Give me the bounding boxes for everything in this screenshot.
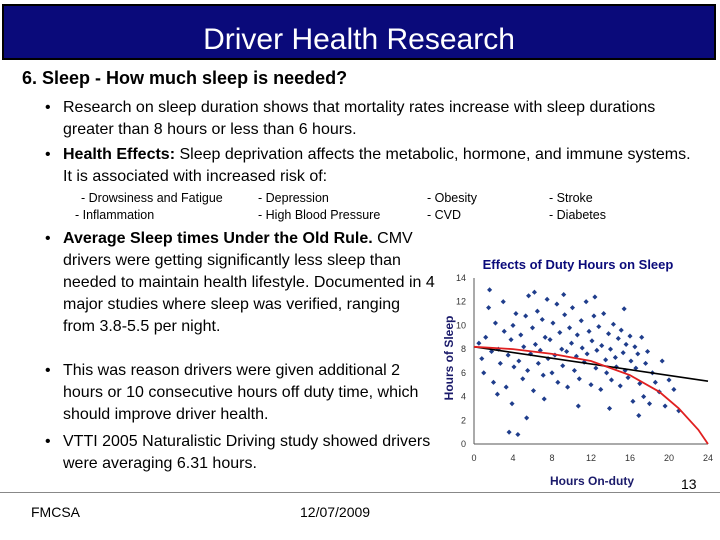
data-point <box>487 287 492 292</box>
x-tick-label: 24 <box>702 453 714 463</box>
data-point <box>592 294 597 299</box>
data-point <box>479 356 484 361</box>
data-point <box>513 311 518 316</box>
data-point <box>532 290 537 295</box>
data-point <box>618 383 623 388</box>
effects-col-2 <box>258 190 380 224</box>
data-point <box>570 305 575 310</box>
data-point <box>567 325 572 330</box>
data-point <box>531 388 536 393</box>
data-point <box>594 348 599 353</box>
data-point <box>599 343 604 348</box>
data-point <box>540 317 545 322</box>
sleep-chart <box>438 248 720 492</box>
data-point <box>525 368 530 373</box>
data-point <box>545 297 550 302</box>
data-point <box>641 394 646 399</box>
data-point <box>524 415 529 420</box>
y-tick-label: 6 <box>460 367 466 378</box>
data-point <box>589 338 594 343</box>
data-point <box>520 376 525 381</box>
chart-y-axis-label: Hours of Sleep <box>442 315 456 401</box>
footer-divider <box>0 492 720 493</box>
data-point <box>501 299 506 304</box>
data-point <box>643 361 648 366</box>
data-point <box>588 382 593 387</box>
bullet-average-sleep-text: CMV drivers were getting significantly less sleep than needed to maintain health lifestyle. Documented in 4 major studies where sleep was verified, ranging from 3.8-5.5 per night. <box>63 230 435 335</box>
y-tick-label: 2 <box>460 415 466 426</box>
data-point <box>671 387 676 392</box>
effect-item: - Obesity <box>427 191 478 205</box>
data-point <box>495 392 500 397</box>
curve-fit-line <box>474 347 708 444</box>
slide-title: Driver Health Research <box>203 23 515 56</box>
data-point <box>591 313 596 318</box>
data-point <box>569 341 574 346</box>
bullet-off-duty-text: This was reason drivers were given additional 2 hours or 10 consecutive hours off duty time, which should improve driver health. <box>63 362 419 423</box>
bullet-average-sleep <box>45 228 435 338</box>
data-point <box>628 358 633 363</box>
effects-col-3 <box>427 190 477 224</box>
bullet-dot: • <box>45 433 51 450</box>
bullet-dot: • <box>45 99 51 116</box>
x-tick-label: 8 <box>549 453 555 463</box>
data-point <box>557 330 562 335</box>
y-tick-label: 12 <box>455 296 466 307</box>
effect-item: - Stroke <box>549 191 593 205</box>
data-point <box>549 370 554 375</box>
effects-col-1 <box>75 190 223 224</box>
data-point <box>635 351 640 356</box>
data-point <box>663 404 668 409</box>
data-point <box>596 324 601 329</box>
section-heading: 6. Sleep - How much sleep is needed? <box>22 68 348 88</box>
data-point <box>486 305 491 310</box>
data-point <box>526 293 531 298</box>
data-point <box>621 350 626 355</box>
data-point <box>653 380 658 385</box>
data-point <box>560 363 565 368</box>
y-tick-label: 0 <box>460 439 466 449</box>
bullet-health-effects-text: Sleep deprivation affects the metabolic, hormone, and immune systems. It is associated with increased risk of: <box>63 146 691 185</box>
bullet-off-duty <box>45 360 435 426</box>
data-point <box>481 370 486 375</box>
data-point <box>572 368 577 373</box>
data-point <box>493 321 498 326</box>
data-point <box>580 345 585 350</box>
data-point <box>598 387 603 392</box>
effect-item: - Drowsiness and Fatigue <box>81 191 223 205</box>
effect-item: - Depression <box>258 191 329 205</box>
data-point <box>579 318 584 323</box>
footer-org: FMCSA <box>31 504 80 520</box>
data-point <box>530 325 535 330</box>
data-point <box>575 332 580 337</box>
y-tick-label: 4 <box>460 391 466 402</box>
bullet-dot: • <box>45 362 51 379</box>
x-tick-label: 0 <box>471 453 477 463</box>
title-bar <box>0 0 720 62</box>
linear-fit-line <box>474 347 708 381</box>
title-box <box>2 4 716 60</box>
data-point <box>506 353 511 358</box>
data-point <box>601 311 606 316</box>
data-point <box>541 373 546 378</box>
data-point <box>616 336 621 341</box>
effects-col-4 <box>549 190 606 224</box>
data-point <box>518 332 523 337</box>
data-point <box>607 406 612 411</box>
data-point <box>587 329 592 334</box>
y-tick-label: 8 <box>460 344 466 355</box>
data-point <box>619 328 624 333</box>
data-point <box>624 342 629 347</box>
data-point <box>523 313 528 318</box>
data-point <box>555 380 560 385</box>
data-point <box>510 323 515 328</box>
data-point <box>542 396 547 401</box>
page-number: 13 <box>681 476 697 492</box>
data-point <box>604 370 609 375</box>
effect-item: - CVD <box>427 208 462 222</box>
data-point <box>584 299 589 304</box>
data-point <box>611 322 616 327</box>
data-point <box>561 292 566 297</box>
data-point <box>559 347 564 352</box>
data-point <box>613 355 618 360</box>
data-point <box>593 366 598 371</box>
data-point <box>535 309 540 314</box>
data-point <box>564 349 569 354</box>
data-point <box>645 349 650 354</box>
data-point <box>630 399 635 404</box>
data-point <box>565 385 570 390</box>
bullet-health-effects <box>45 144 703 188</box>
data-point <box>509 337 514 342</box>
data-point <box>647 401 652 406</box>
bullet-average-sleep-bold: Average Sleep times Under the Old Rule. <box>63 230 373 247</box>
effect-item: - High Blood Pressure <box>258 208 381 222</box>
y-tick-label: 10 <box>455 320 466 331</box>
data-point <box>660 358 665 363</box>
data-point <box>533 342 538 347</box>
effect-item: - Inflammation <box>75 208 155 222</box>
data-point <box>606 331 611 336</box>
data-point <box>609 377 614 382</box>
data-point <box>521 344 526 349</box>
y-tick-label: 14 <box>455 273 466 283</box>
x-tick-label: 4 <box>510 453 516 463</box>
data-point <box>491 380 496 385</box>
data-point <box>502 329 507 334</box>
chart-svg <box>438 248 720 492</box>
data-point <box>516 358 521 363</box>
data-point <box>636 413 641 418</box>
data-point <box>639 335 644 340</box>
footer-date: 12/07/2009 <box>300 504 371 520</box>
data-point <box>576 404 581 409</box>
data-point <box>507 430 512 435</box>
data-point <box>483 335 488 340</box>
bullet-dot: • <box>45 146 51 163</box>
data-point <box>603 357 608 362</box>
bullet-vtti-text: VTTI 2005 Naturalistic Driving study showed drivers were averaging 6.31 hours. <box>63 433 431 472</box>
chart-title: Effects of Duty Hours on Sleep <box>482 257 674 272</box>
data-point <box>627 334 632 339</box>
bullet-mortality <box>45 97 703 141</box>
data-point <box>554 302 559 307</box>
data-point <box>498 361 503 366</box>
data-point <box>515 432 520 437</box>
bullet-dot: • <box>45 230 51 247</box>
data-point <box>536 361 541 366</box>
data-point <box>543 335 548 340</box>
data-point <box>577 376 582 381</box>
effect-item: - Diabetes <box>549 208 606 222</box>
data-point <box>666 377 671 382</box>
x-tick-label: 12 <box>585 453 597 463</box>
data-point <box>509 401 514 406</box>
bullet-health-effects-bold: Health Effects: <box>63 146 176 163</box>
data-point <box>550 321 555 326</box>
chart-x-axis-label: Hours On-duty <box>550 474 634 488</box>
data-point <box>562 312 567 317</box>
data-point <box>511 364 516 369</box>
x-tick-label: 20 <box>663 453 675 463</box>
chart-plot-area <box>456 273 713 463</box>
data-point <box>548 337 553 342</box>
bullet-vtti <box>45 431 435 475</box>
data-point <box>608 347 613 352</box>
data-point <box>622 306 627 311</box>
data-point <box>476 341 481 346</box>
data-point <box>585 351 590 356</box>
data-point <box>504 385 509 390</box>
x-tick-label: 16 <box>624 453 636 463</box>
data-point <box>632 344 637 349</box>
bullet-mortality-text: Research on sleep duration shows that mortality rates increase with sleep durations greater than 8 hours or less than 6 hours. <box>63 99 656 138</box>
